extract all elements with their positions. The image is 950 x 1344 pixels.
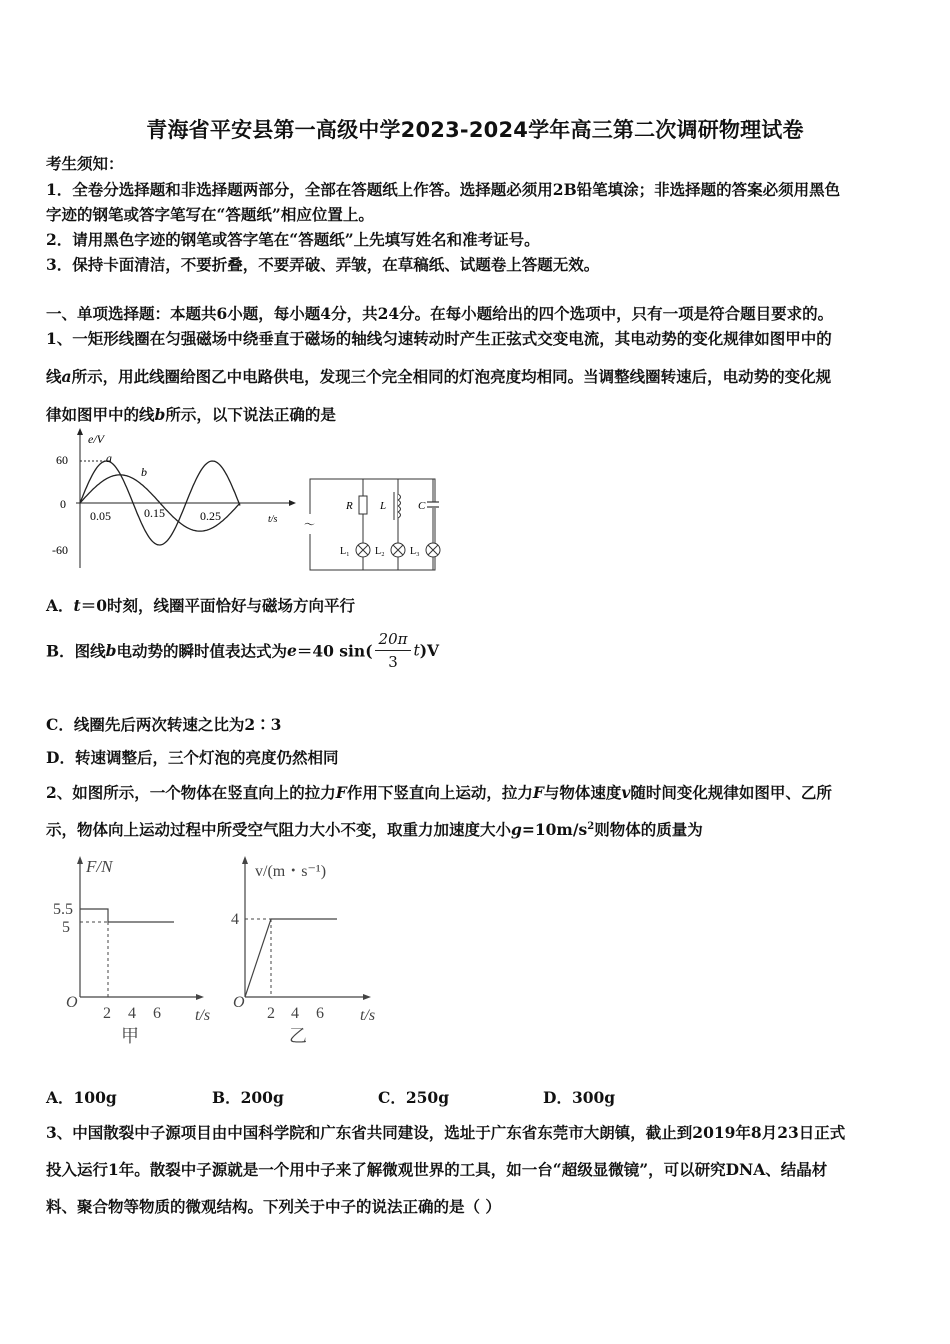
origin-label: O [233,994,245,1011]
q2-var: F [532,783,544,802]
q2-option-d: D．300g [543,1088,616,1107]
y-arrow [77,856,83,864]
q2-text: 随时间变化规律如图甲、乙所 [630,783,832,802]
q2-text: 与物体速度 [543,783,622,802]
inductor [398,494,401,518]
curve-a-label: a [106,451,112,465]
velocity-time-graph [225,852,390,1047]
q2-superscript: 2 [587,820,595,832]
q1-option-c: C．线圈先后两次转速之比为2∶3 [46,715,282,734]
q1-text: 所示，用此线圈给图乙中电路供电，发现三个完全相同的灯泡亮度均相同。当调整线圈转速后，电动势的变化规 [71,367,832,386]
q1-line: 1、一矩形线圈在匀强磁场中绕垂直于磁场的轴线匀速转动时产生正弦式交变电流，其电动势的变化规律如图甲中的 [46,329,832,348]
q1-option-d: D．转速调整后，三个灯泡的亮度仍然相同 [46,748,339,767]
origin-label: 0 [60,497,66,511]
x-tick-label: 6 [153,1005,161,1022]
q2-var: v [621,783,631,802]
notice-item: 2．请用黑色字迹的钢笔或答字笔在“答题纸”上先填写姓名和准考证号。 [46,230,540,249]
capacitor-label: C [418,500,426,512]
y-tick-label: -60 [52,543,68,557]
y-label: v/(m・s⁻¹) [255,863,327,880]
q1-line [46,403,336,425]
q1-text: 线 [46,367,62,386]
y-tick-label: 60 [56,453,68,467]
force-line [80,909,174,922]
q2-text: 2、如图所示，一个物体在竖直向上的拉力 [46,783,336,802]
notice-heading: 考生须知： [46,154,124,173]
x-tick-label: 4 [291,1005,299,1022]
y-tick-label: 4 [231,911,239,928]
q1-option-a [46,594,355,616]
x-tick-label: 0.15 [144,506,165,520]
resistor [359,496,367,514]
origin-label: O [66,994,78,1011]
page-title: 青海省平安县第一高级中学2023-2024学年高三第二次调研物理试卷 [146,118,804,142]
q1-text: 律如图甲中的线 [46,405,155,424]
notice-item: 1．全卷分选择题和非选择题两部分，全部在答题纸上作答。选择题必须用2B铅笔填涂；非选择题的答案必须用黑色 [46,180,841,199]
circuit-diagram [302,476,450,576]
option-text: B．图线 [46,641,106,661]
lamp-l1-label: L₁ [340,546,350,557]
x-tick-label: 2 [103,1005,111,1022]
q2-text: =10m/s [521,820,588,839]
y-arrow [242,856,248,864]
option-var: b [105,641,117,660]
q2-option-b: B．200g [212,1088,284,1107]
lamp-l2-label: L₂ [375,546,385,557]
q1-line [46,365,831,387]
x-arrow [196,994,204,1000]
fraction-denominator: 3 [388,653,398,671]
q2-var: F [335,783,347,802]
x-tick-label: 0.25 [200,509,221,523]
x-label: t/s [360,1007,376,1024]
q3-line: 3、中国散裂中子源项目由中国科学院和广东省共同建设，选址于广东省东莞市大朗镇，截止到2019年8月23日正式 [46,1123,846,1142]
inductor-label: L [380,500,387,512]
q2-var: g [511,820,522,839]
option-text: A． [46,596,74,615]
x-arrow [289,500,296,506]
option-var: t [413,641,420,660]
q1-var: b [154,405,166,424]
x-label: t/s [195,1007,211,1024]
fraction-numerator: 20π [375,628,412,651]
emf-graph [46,428,296,573]
option-text: 电动势的瞬时值表达式为 [116,641,287,661]
y-tick-label: 5.5 [53,901,73,918]
notice-item: 3．保持卡面清洁，不要折叠，不要弄破、弄皱，在草稿纸、试题卷上答题无效。 [46,255,600,274]
option-var: e [286,641,297,660]
y-tick-label: 5 [62,919,70,936]
option-text: ＝40 sin( [296,641,373,661]
q2-text: 则物体的质量为 [594,820,703,839]
q3-line: 投入运行1年。散裂中子源就是一个用中子来了解微观世界的工具，如一台“超级显微镜”，可以研究DNA、结晶材 [46,1160,828,1179]
q1-option-b [46,628,439,673]
y-label: e/V [88,432,104,446]
lamp-l3-label: L₃ [410,546,420,557]
option-text: )V [419,641,440,660]
q2-text: 示，物体向上运动过程中所受空气阻力大小不变，取重力加速度大小 [46,820,512,839]
graph-caption: 乙 [289,1026,307,1046]
x-tick-label: 0.05 [90,509,111,523]
y-label: F/N [86,857,113,876]
section-heading: 一、单项选择题：本题共6小题，每小题4分，共24分。在每小题给出的四个选项中，只有一项是符合题目要求的。 [46,304,834,323]
q2-text: 作用下竖直向上运动，拉力 [346,783,533,802]
curve-b-label: b [141,465,147,479]
option-var: t [73,596,81,615]
ac-source-symbol: ～ [304,519,315,531]
q3-line: 料、聚合物等物质的微观结构。下列关于中子的说法正确的是（ ） [46,1197,501,1216]
q1-var: a [61,367,72,386]
velocity-line [245,919,337,997]
x-tick-label: 2 [267,1005,275,1022]
option-text: ＝0时刻，线圈平面恰好与磁场方向平行 [80,596,355,615]
x-arrow [363,994,371,1000]
q2-line [46,781,832,803]
q2-option-a: A．100g [46,1088,117,1107]
x-tick-label: 6 [316,1005,324,1022]
q1-text: 所示，以下说法正确的是 [165,405,336,424]
graph-caption: 甲 [121,1026,139,1046]
fraction [375,628,412,673]
resistor-label: R [346,500,353,512]
q2-line [46,818,703,840]
x-label: t/s [268,514,278,525]
force-time-graph [48,852,223,1047]
x-tick-label: 4 [128,1005,136,1022]
y-arrow [77,428,83,435]
notice-item: 字迹的钢笔或答字笔写在“答题纸”相应位置上。 [46,205,374,224]
q2-option-c: C．250g [378,1088,450,1107]
